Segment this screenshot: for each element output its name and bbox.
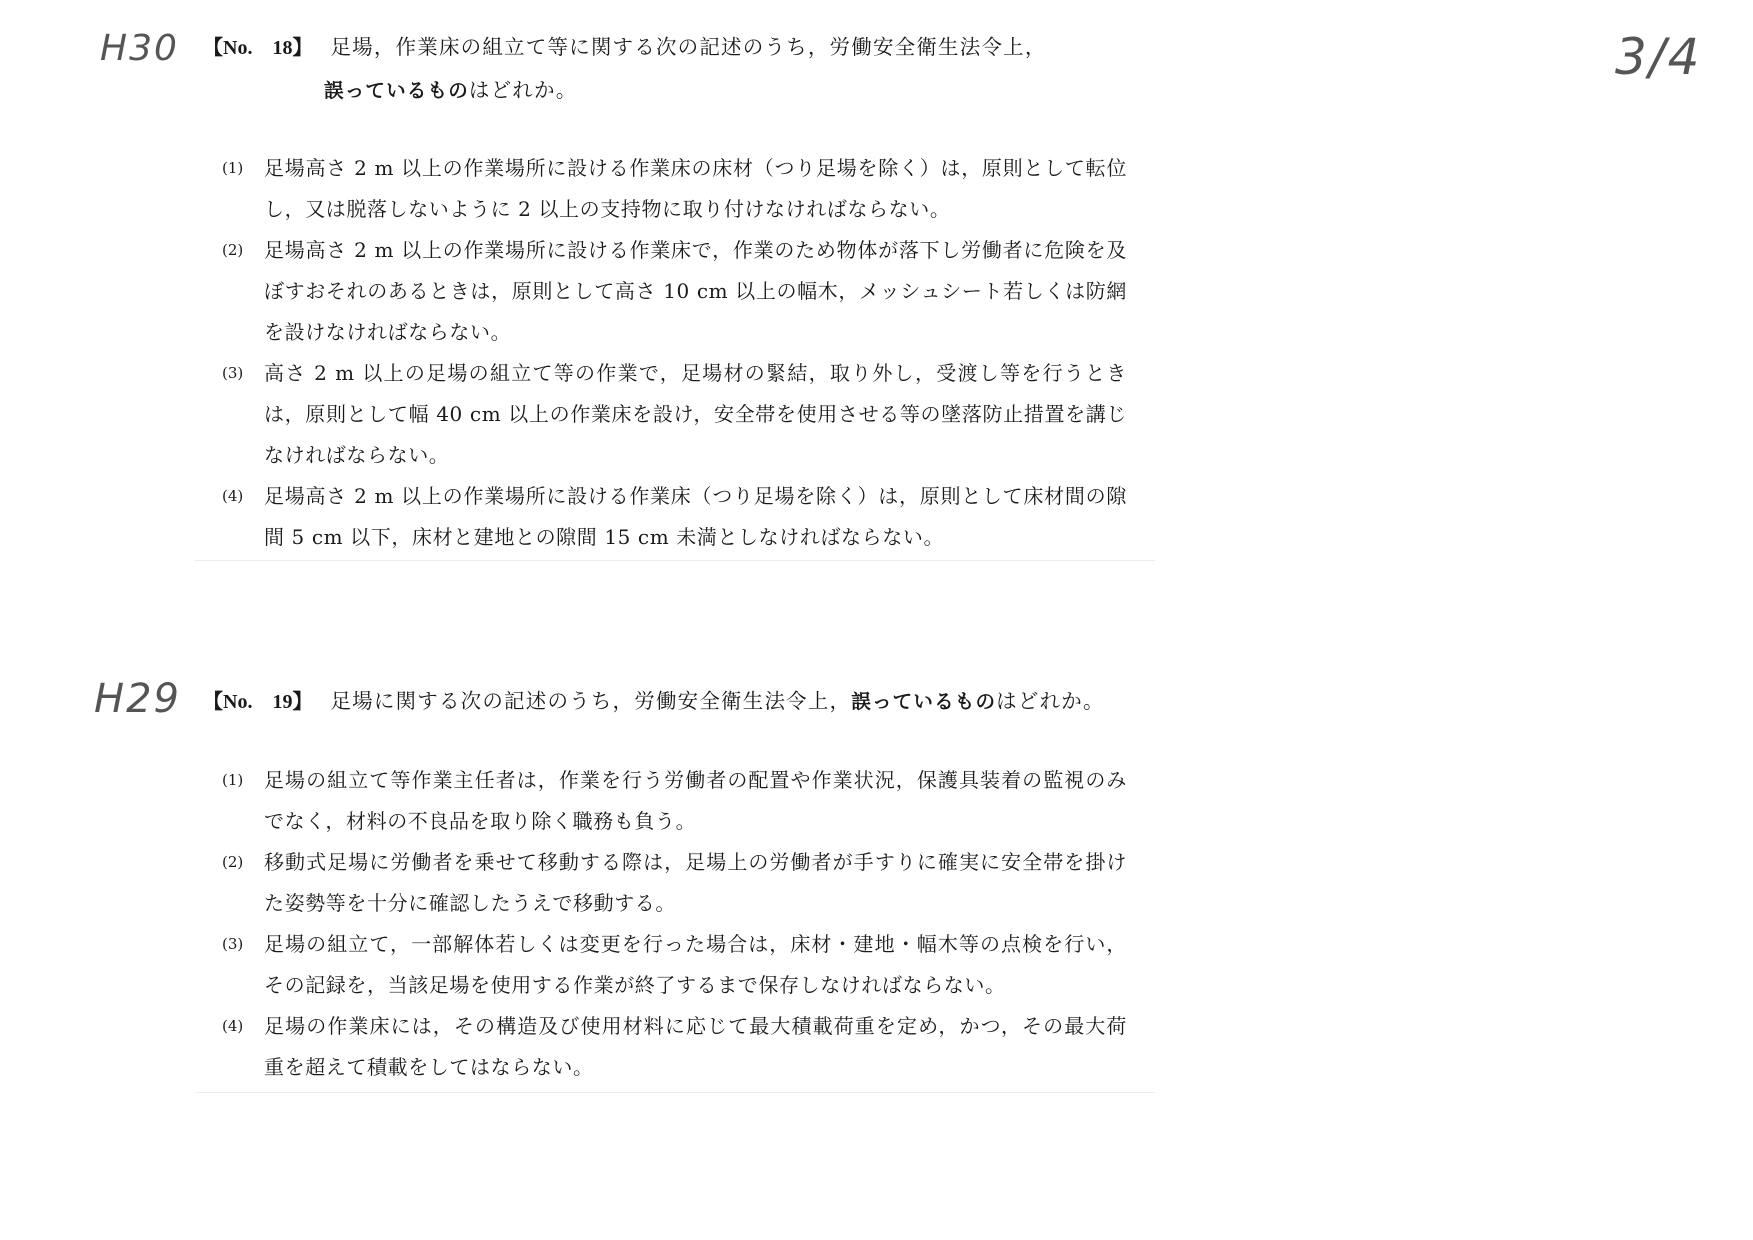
- question-text: 足場，作業床の組立て等に関する次の記述のうち，労働安全衛生法令上，: [330, 35, 1047, 59]
- option-mark: (2): [222, 241, 244, 259]
- section-divider: [195, 560, 1155, 561]
- option-text: 足場高さ 2 m 以上の作業場所に設ける作業床（つり足場を除く）は，原則として床材間の隙間 5 cm 以下，床材と建地との隙間 15 cm 未満としなければならない。: [264, 484, 1127, 549]
- question-line-2: [203, 69, 1133, 112]
- option-item: [222, 353, 1127, 476]
- option-item: [222, 924, 1127, 1006]
- question-19: [203, 680, 1203, 723]
- question-end: はどれか。: [996, 689, 1105, 713]
- option-item: [222, 1006, 1127, 1088]
- option-text: 移動式足場に労働者を乗せて移動する際は，足場上の労働者が手すりに確実に安全帯を掛けた姿勢等を十分に確認したうえで移動する。: [264, 850, 1127, 915]
- year-note-h29: H29: [94, 676, 181, 722]
- options-18: [222, 148, 1127, 558]
- option-text: 足場高さ 2 m 以上の作業場所に設ける作業床で，作業のため物体が落下し労働者に危険を及ぼすおそれのあるときは，原則として高さ 10 cm 以上の幅木，メッシュシート若しくは防網を設けなければならない。: [264, 238, 1127, 344]
- option-item: [222, 760, 1127, 842]
- question-emphasis: 誤っているもの: [324, 79, 469, 102]
- option-text: 高さ 2 m 以上の足場の組立て等の作業で，足場材の緊結，取り外し，受渡し等を行うときは，原則として幅 40 cm 以上の作業床を設け，安全帯を使用させる等の墜落防止措置を講じなければならない。: [264, 361, 1127, 467]
- option-text: 足場の組立て等作業主任者は，作業を行う労働者の配置や作業状況，保護具装着の監視のみでなく，材料の不良品を取り除く職務も負う。: [264, 768, 1127, 833]
- question-18: [203, 26, 1133, 112]
- option-item: [222, 842, 1127, 924]
- option-text: 足場高さ 2 m 以上の作業場所に設ける作業床の床材（つり足場を除く）は，原則として転位し，又は脱落しないように 2 以上の支持物に取り付けなければならない。: [264, 156, 1127, 221]
- question-emphasis: 誤っているもの: [851, 690, 997, 713]
- option-text: 足場の作業床には，その構造及び使用材料に応じて最大積載荷重を定め，かつ，その最大荷重を超えて積載をしてはならない。: [264, 1014, 1127, 1079]
- option-mark: (2): [222, 853, 244, 871]
- question-number: 【No. 19】: [203, 691, 313, 713]
- question-end: はどれか。: [468, 78, 578, 102]
- page-note: 3/4: [1615, 28, 1702, 86]
- section-divider: [195, 1092, 1155, 1093]
- option-text: 足場の組立て，一部解体若しくは変更を行った場合は，床材・建地・幅木等の点検を行い，その記録を，当該足場を使用する作業が終了するまで保存しなければならない。: [264, 932, 1127, 997]
- option-item: [222, 476, 1127, 558]
- option-mark: (1): [222, 159, 244, 177]
- option-mark: (3): [222, 364, 244, 382]
- option-item: [222, 148, 1127, 230]
- year-note-h30: H30: [100, 28, 179, 69]
- question-number: 【No. 18】: [203, 37, 313, 59]
- option-mark: (3): [222, 935, 244, 953]
- question-text: 足場に関する次の記述のうち，労働安全衛生法令上，: [330, 689, 852, 713]
- option-mark: (4): [222, 1017, 244, 1035]
- option-mark: (1): [222, 771, 244, 789]
- options-19: [222, 760, 1127, 1088]
- option-mark: (4): [222, 487, 244, 505]
- option-item: [222, 230, 1127, 353]
